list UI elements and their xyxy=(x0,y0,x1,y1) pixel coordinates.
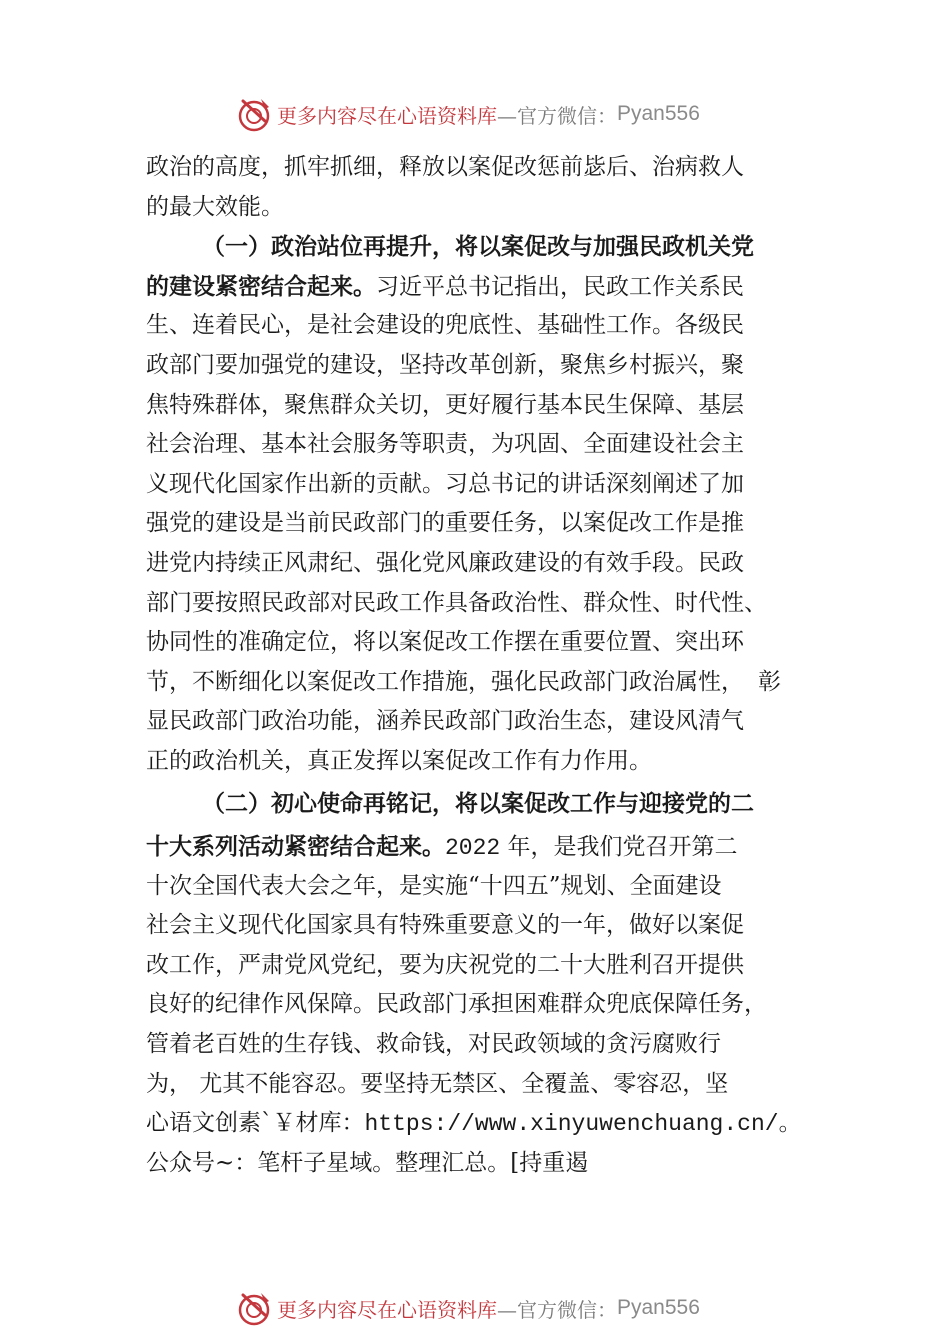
text-line: 正的政治机关，真正发挥以案促改工作有力作用。 xyxy=(146,747,652,774)
text-line: 社会治理、基本社会服务等职责，为巩固、全面建设社会主 xyxy=(146,431,744,458)
text-line: 的最大效能。 xyxy=(146,193,284,220)
text-line xyxy=(146,267,826,307)
text-segment: 年，是我们党召开第二 xyxy=(500,834,738,861)
text-line: 公众号~：笔杆子星域。整理汇总。[持重遏 xyxy=(146,1149,589,1176)
text-line: 十次全国代表大会之年，是实施“十四五”规划、全面建设 xyxy=(146,872,722,899)
header-wechat-label: —官方微信： xyxy=(497,103,617,128)
text-line: 为， 尤其不能容忍。要坚持无禁区、全覆盖、零容忍，坚 xyxy=(146,1070,729,1097)
text-line: 部门要按照民政部对民政工作具备政治性、群众性、时代性、 xyxy=(146,589,767,616)
text-line: 生、连着民心，是社会建设的兜底性、基础性工作。各级民 xyxy=(146,312,744,339)
year-text: 2022 xyxy=(445,835,501,862)
text-line xyxy=(146,827,826,867)
text-line: 义现代化国家作出新的贡献。习总书记的讲话深刻阐述了加 xyxy=(146,470,744,497)
header-banner xyxy=(235,94,700,134)
footer-wechat-label: —官方微信： xyxy=(497,1297,617,1322)
brand-logo-icon xyxy=(235,1289,273,1327)
footer-wechat-id: Pyan556 xyxy=(617,1296,700,1319)
text-line: 政部门要加强党的建设，坚持改革创新，聚焦乡村振兴，聚 xyxy=(146,351,744,378)
text-line: 社会主义现代化国家具有特殊重要意义的一年，做好以案促 xyxy=(146,912,744,939)
body-text xyxy=(146,148,826,1183)
header-brand-text: 更多内容尽在心语资料库 xyxy=(277,103,497,128)
text-line: 管着老百姓的生存钱、救命钱，对民政领域的贪污腐败行 xyxy=(146,1031,721,1058)
text-line: 政治的高度，抓牢抓细，释放以案促改惩前毖后、治病救人 xyxy=(146,154,744,180)
text-line: 进党内持续正风肃纪、强化党风廉政建设的有效手段。民政 xyxy=(146,549,744,576)
text-line: 节，不断细化以案促改工作措施，强化民政部门政治属性， 彰 xyxy=(146,668,781,695)
header-wechat-id: Pyan556 xyxy=(617,102,700,125)
section-heading-tail: 十大系列活动紧密结合起来。 xyxy=(146,833,445,861)
text-segment: 习近平总书记指出，民政工作关系民 xyxy=(376,273,744,300)
website-url: https://www.xinyuwenchuang.cn/ xyxy=(364,1111,779,1138)
text-line: 良好的纪律作风保障。民政部门承担困难群众兜底保障任务， xyxy=(146,991,767,1018)
text-line: 焦特殊群体，聚焦群众关切，更好履行基本民生保障、基层 xyxy=(146,391,744,418)
text-line: 心语文创素`￥材库：https://www.xinyuwenchuang.cn/。 xyxy=(146,1110,802,1138)
section-heading-tail: 的建设紧密结合起来。 xyxy=(146,272,376,300)
text-line: 协同性的准确定位，将以案促改工作摆在重要位置、突出环 xyxy=(146,629,744,656)
footer-brand-text: 更多内容尽在心语资料库 xyxy=(277,1297,497,1322)
section-heading: （二）初心使命再铭记，将以案促改工作与迎接党的二 xyxy=(202,789,754,817)
brand-logo-icon xyxy=(235,95,273,133)
text-line: 显民政部门政治功能，涵养民政部门政治生态，建设风清气 xyxy=(146,708,744,735)
text-line: 改工作，严肃党风党纪，要为庆祝党的二十大胜利召开提供 xyxy=(146,951,744,978)
section-heading: （一）政治站位再提升，将以案促改与加强民政机关党 xyxy=(202,233,754,261)
footer-banner xyxy=(235,1288,700,1328)
text-line: 强党的建设是当前民政部门的重要任务，以案促改工作是推 xyxy=(146,510,744,537)
